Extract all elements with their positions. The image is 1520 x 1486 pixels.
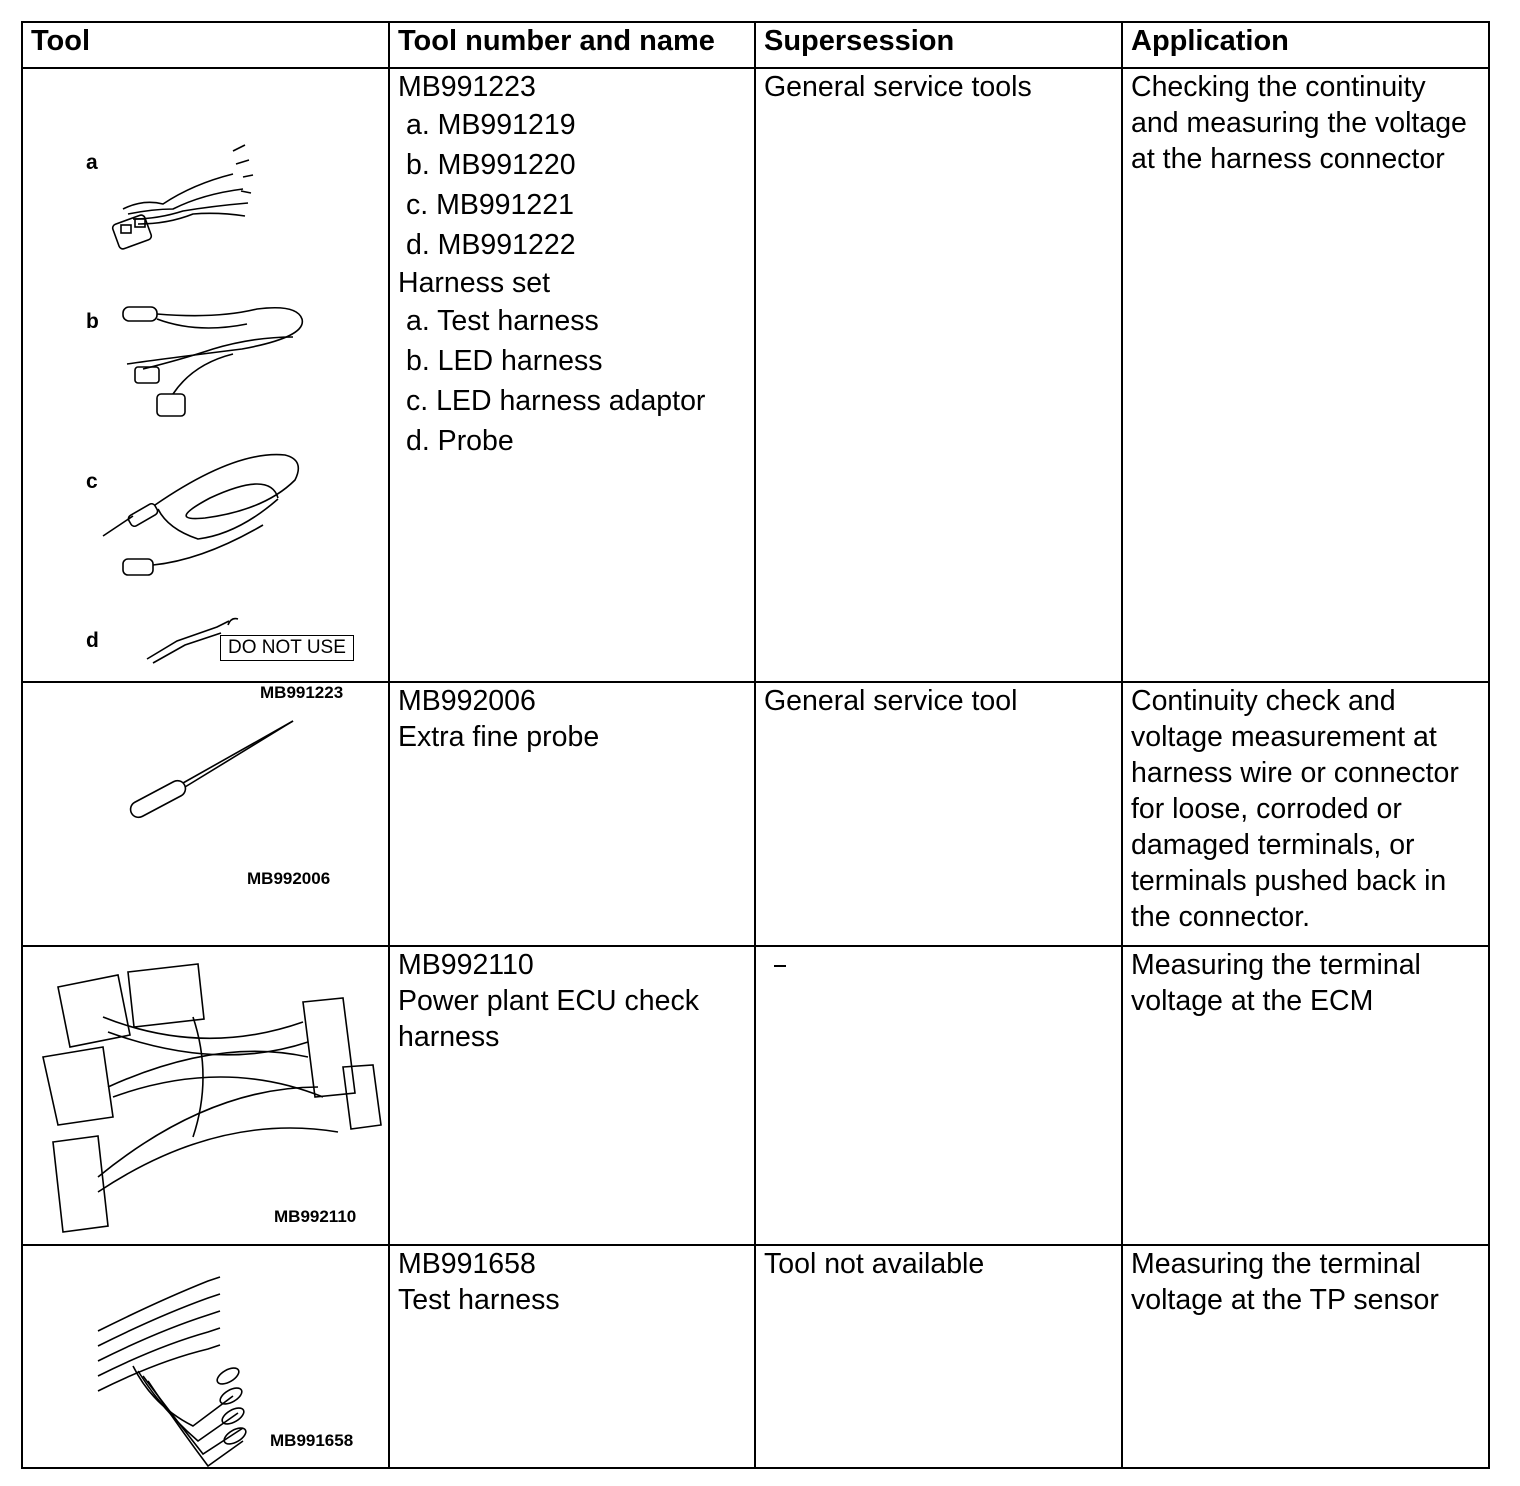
tool-name: Test harness	[398, 1284, 560, 1316]
supersession-cell: Tool not available	[755, 1245, 1122, 1468]
header-supersession: Supersession	[755, 22, 1122, 68]
supersession-cell: General service tools	[755, 68, 1122, 682]
image-code: MB991658	[270, 1431, 354, 1450]
test-harness-drawing	[112, 145, 253, 250]
tool-number: MB991658	[398, 1248, 536, 1280]
tool-number: MB991223	[398, 71, 536, 103]
part-name: c. LED harness adaptor	[406, 385, 706, 417]
tool-number-cell	[389, 68, 755, 682]
part-name: b. LED harness	[406, 345, 603, 377]
tool-name: Extra fine probe	[398, 721, 600, 753]
special-tools-table	[21, 21, 1490, 1469]
table-row	[22, 682, 1489, 946]
part-name: d. Probe	[406, 425, 514, 457]
led-harness-adaptor-drawing	[103, 455, 298, 575]
tool-number: MB992006	[398, 685, 536, 717]
extra-fine-probe-illustration	[23, 683, 390, 945]
application-cell: Checking the continuity and measuring the voltage at the harness connector	[1122, 68, 1489, 682]
image-code: MB992110	[274, 1207, 357, 1226]
tool-illustration-cell	[22, 682, 389, 946]
harness-set-illustration	[23, 69, 390, 681]
part-number: a. MB991219	[406, 109, 576, 141]
table-row	[22, 1245, 1489, 1468]
header-tool: Tool	[22, 22, 389, 68]
part-number: b. MB991220	[406, 149, 576, 181]
application-cell: Measuring the terminal voltage at the TP sensor	[1122, 1245, 1489, 1468]
dash-mark	[774, 965, 786, 967]
label-d: d	[86, 629, 99, 652]
image-code: MB992006	[247, 869, 331, 888]
led-harness-drawing	[123, 307, 302, 416]
table-row	[22, 946, 1489, 1245]
part-number: c. MB991221	[406, 189, 574, 221]
do-not-use-box: DO NOT USE	[220, 635, 354, 661]
application-cell: Continuity check and voltage measurement at harness wire or connector for loose, corroded or damaged terminals, or terminals pushed back in the connector.	[1122, 682, 1489, 946]
tool-illustration-cell	[22, 68, 389, 702]
tool-number-cell	[389, 1245, 755, 1468]
header-application: Application	[1122, 22, 1489, 68]
supersession-cell	[755, 946, 1122, 1245]
tool-name: Harness set	[398, 267, 551, 299]
part-number: d. MB991222	[406, 229, 576, 261]
tool-name: Power plant ECU check harness	[398, 985, 699, 1053]
supersession-cell: General service tool	[755, 682, 1122, 946]
tool-number: MB992110	[398, 949, 534, 981]
table-row	[22, 68, 1489, 682]
tool-number-cell	[389, 946, 755, 1245]
tool-illustration-cell	[22, 1245, 389, 1468]
tool-number-cell	[389, 682, 755, 946]
label-c: c	[86, 470, 98, 493]
label-b: b	[86, 310, 99, 333]
part-name: a. Test harness	[406, 305, 599, 337]
image-code: MB991223	[260, 683, 344, 702]
header-tool-number: Tool number and name	[389, 22, 755, 68]
header-row	[22, 22, 1489, 68]
application-cell: Measuring the terminal voltage at the ECM	[1122, 946, 1489, 1245]
label-a: a	[86, 151, 98, 174]
tool-illustration-cell	[22, 946, 389, 1245]
